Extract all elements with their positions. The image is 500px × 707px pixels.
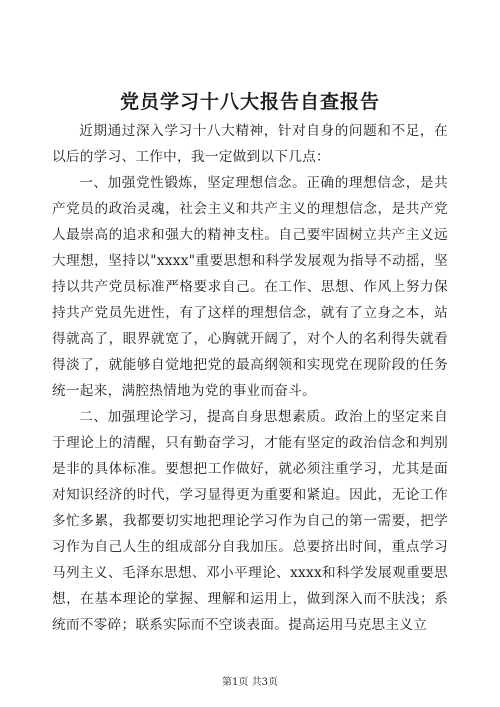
- document-body: [52, 118, 448, 638]
- document-title: 党员学习十八大报告自查报告: [119, 91, 380, 113]
- paragraph-intro: 近期通过深入学习十八大精神，针对自身的问题和不足，在以后的学习、工作中，我一定做到以下几点：: [52, 123, 448, 165]
- page-number-footer: 第1页 共3页: [222, 677, 278, 688]
- paragraph-section-two: 二、加强理论学习，提高自身思想素质。政治上的坚定来自于理论上的清醒，只有勤奋学习，才能有坚定的政治信念和判别是非的具体标准。要想把工作做好，就必须注重学习，尤其是面对知识经济的时代，学习显得更为重要和紧迫。因此，无论工作多忙多累，我都要切实地把理论学习作为自己的第一需要，把学习作为自己人生的组成部分自我加压。总要挤出时间，重点学习马列主义、毛泽东思想、邓小平理论、xxxx和科学发展观重要思想，在基本理论的掌握、理解和运用上，做到深入而不肤浅；系统而不零碎；联系实际而不空谈表面。提高运用马克思主义立: [52, 409, 448, 633]
- paragraph-section-one: 一、加强党性锻炼，坚定理想信念。正确的理想信念，是共产党员的政治灵魂，社会主义和共产主义的理想信念，是共产党人最崇高的追求和强大的精神支柱。自己要牢固树立共产主义远大理想，坚持以"xxxx"重要思想和科学发展观为指导不动摇，坚持以共产党员标准严格要求自己。在工作、思想、作风上努力保持共产党员先进性，有了这样的理想信念，就有了立身之本，站得就高了，眼界就宽了，心胸就开阔了，对个人的名利得失就看得淡了，就能够自觉地把党的最高纲领和实现党在现阶段的任务统一起来，满腔热情地为党的事业而奋斗。: [52, 175, 448, 399]
